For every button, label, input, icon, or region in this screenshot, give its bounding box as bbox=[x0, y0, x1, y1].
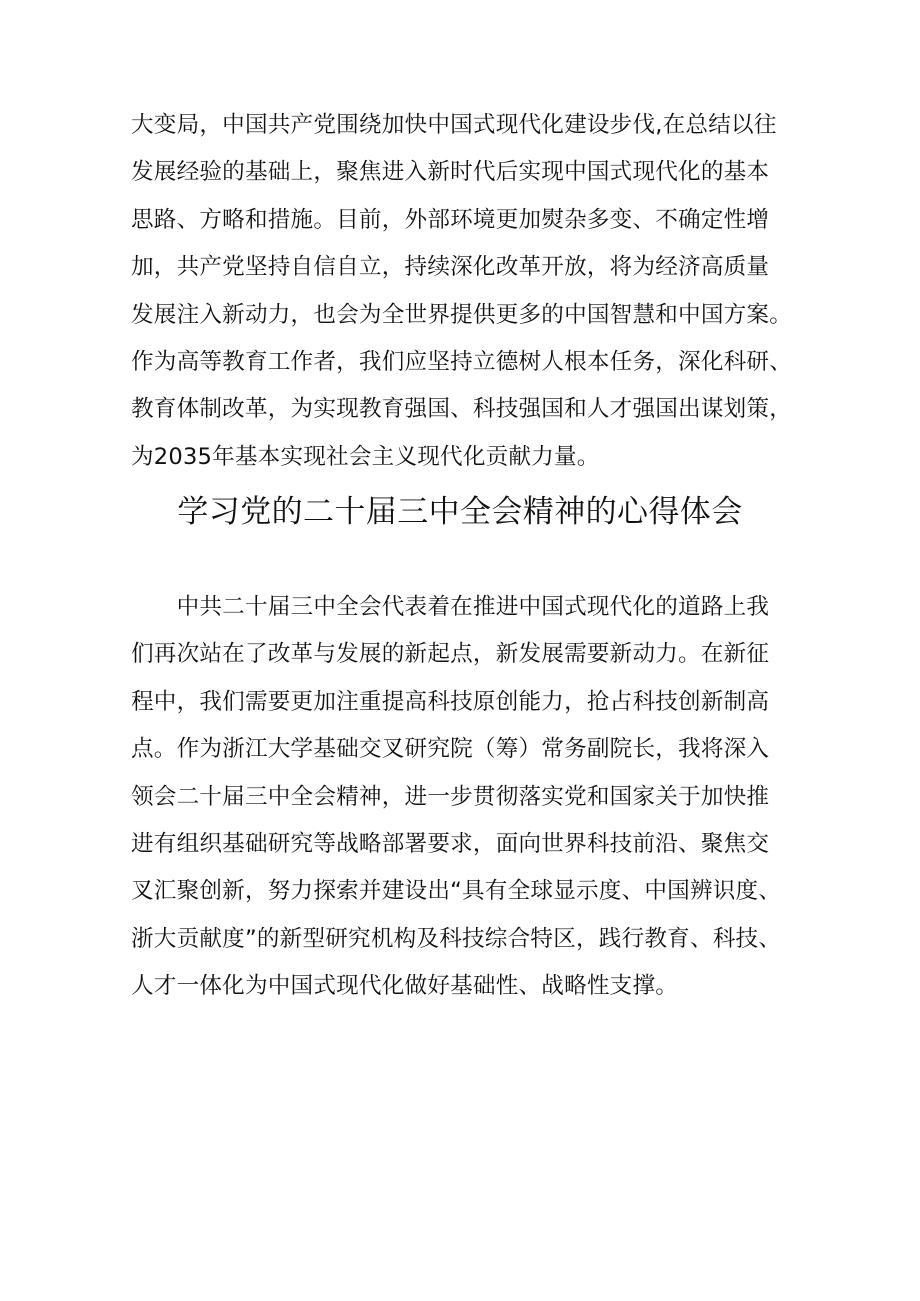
paragraph-line: 点。作为浙江大学基础交叉研究院（筹）常务副院长，我将深入 bbox=[131, 736, 770, 763]
paragraph-line: 程中，我们需要更加注重提高科技原创能力，抢占科技创新制高 bbox=[131, 688, 770, 715]
paragraph-continued bbox=[131, 102, 791, 481]
section-title: 学习党的二十届三中全会精神的心得体会 bbox=[177, 494, 743, 530]
paragraph-line: 发展注入新动力，也会为全世界提供更多的中国智慧和中国方案。 bbox=[131, 301, 793, 328]
paragraph-line: 进有组织基础研究等战略部署要求，面向世界科技前沿、聚焦交 bbox=[131, 830, 770, 857]
paragraph-line: 领会二十届三中全会精神，进一步贯彻落实党和国家关于加快推 bbox=[131, 783, 770, 810]
paragraph-line: 加，共产党坚持自信自立，持续深化改革开放，将为经济高质量 bbox=[131, 254, 770, 281]
paragraph-line: 中共二十届三中全会代表着在推进中国式现代化的道路上我 bbox=[131, 594, 770, 620]
paragraph-line: 们再次站在了改革与发展的新起点，新发展需要新动力。在新征 bbox=[131, 641, 770, 668]
paragraph-line: 为2035年基本实现社会主义现代化贡献力量。 bbox=[131, 443, 600, 470]
paragraph-line: 大变局，中国共产党围绕加快中国式现代化建设步伐,在总结以往 bbox=[131, 112, 777, 138]
paragraph-line: 发展经验的基础上，聚焦进入新时代后实现中国式现代化的基本 bbox=[131, 159, 770, 186]
paragraph-line: 浙大贡献度”的新型研究机构及科技综合特区，践行教育、科技、 bbox=[131, 925, 782, 952]
paragraph-body bbox=[131, 584, 791, 1011]
paragraph-line: 思路、方略和措施。目前，外部环境更加熨杂多变、不确定性增 bbox=[131, 206, 770, 233]
paragraph-line: 作为高等教育工作者，我们应坚持立德树人根本任务，深化科研、 bbox=[131, 348, 793, 375]
paragraph-line: 人才一体化为中国式现代化做好基础性、战略性支撑。 bbox=[131, 973, 679, 1000]
paragraph-line: 教育体制改革，为实现教育强国、科技强国和人才强国出谋划策， bbox=[131, 396, 793, 423]
paragraph-line: 叉汇聚创新，努力探索并建设出“具有全球显示度、中国辨识度、 bbox=[131, 878, 782, 905]
